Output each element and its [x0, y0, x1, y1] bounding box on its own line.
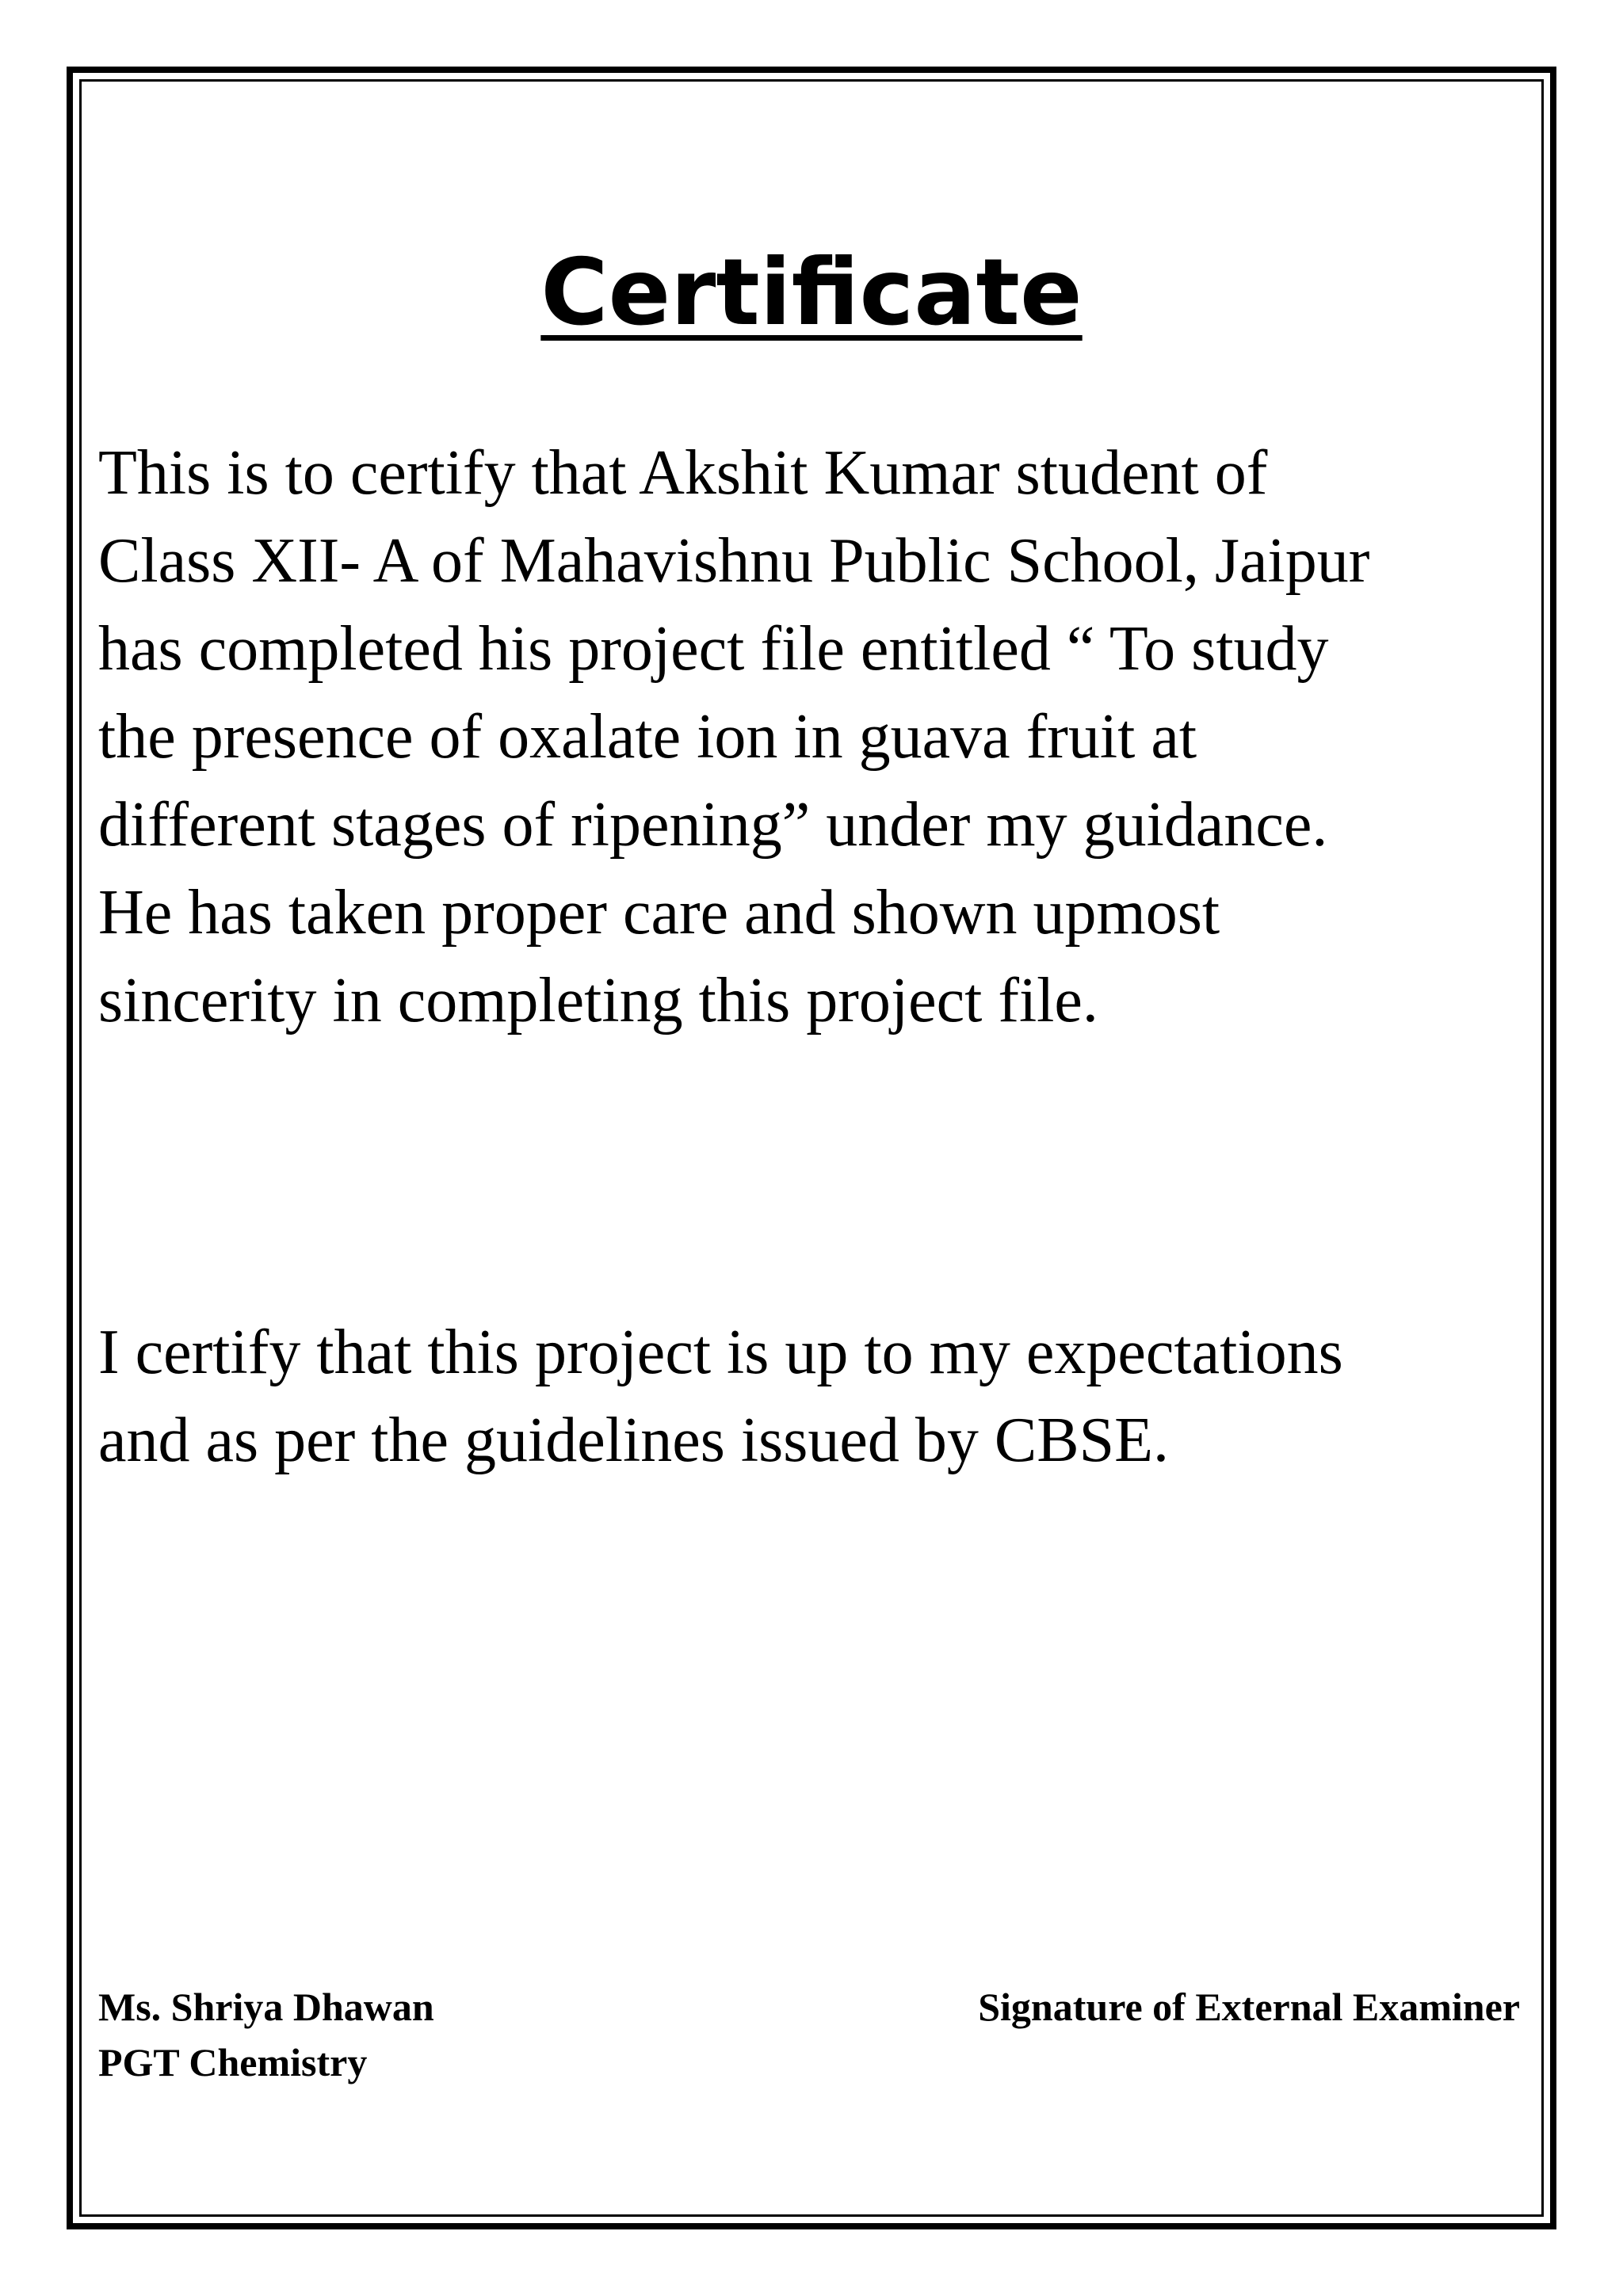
paragraph-line: Class XII- A of Mahavishnu Public School, Jaipur — [98, 526, 1370, 596]
paragraph-line: This is to certify that Akshit Kumar student of — [98, 438, 1268, 508]
examiner-signatory — [978, 1979, 1520, 2035]
paragraph-line: sincerity in completing this project file. — [98, 966, 1098, 1035]
expectations-paragraph — [98, 1309, 1541, 1485]
teacher-signatory — [98, 1979, 434, 2090]
paragraph-line: I certify that this project is up to my expectations — [98, 1318, 1343, 1387]
paragraph-line: has completed his project file entitled “ To study — [98, 614, 1329, 684]
paragraph-line: and as per the guidelines issued by CBSE. — [98, 1405, 1169, 1475]
examiner-signature-label: Signature of External Examiner — [978, 1985, 1520, 2029]
certificate-title — [0, 238, 1623, 349]
certification-paragraph — [98, 429, 1541, 1045]
page-border-inner — [79, 79, 1544, 2217]
paragraph-line: He has taken proper care and shown upmost — [98, 878, 1220, 948]
teacher-name: Ms. Shriya Dhawan — [98, 1985, 434, 2029]
teacher-designation: PGT Chemistry — [98, 2040, 368, 2084]
certificate-title-text: Certificate — [540, 239, 1083, 346]
paragraph-line: different stages of ripening” under my guidance. — [98, 790, 1328, 860]
paragraph-line: the presence of oxalate ion in guava fruit at — [98, 702, 1197, 772]
